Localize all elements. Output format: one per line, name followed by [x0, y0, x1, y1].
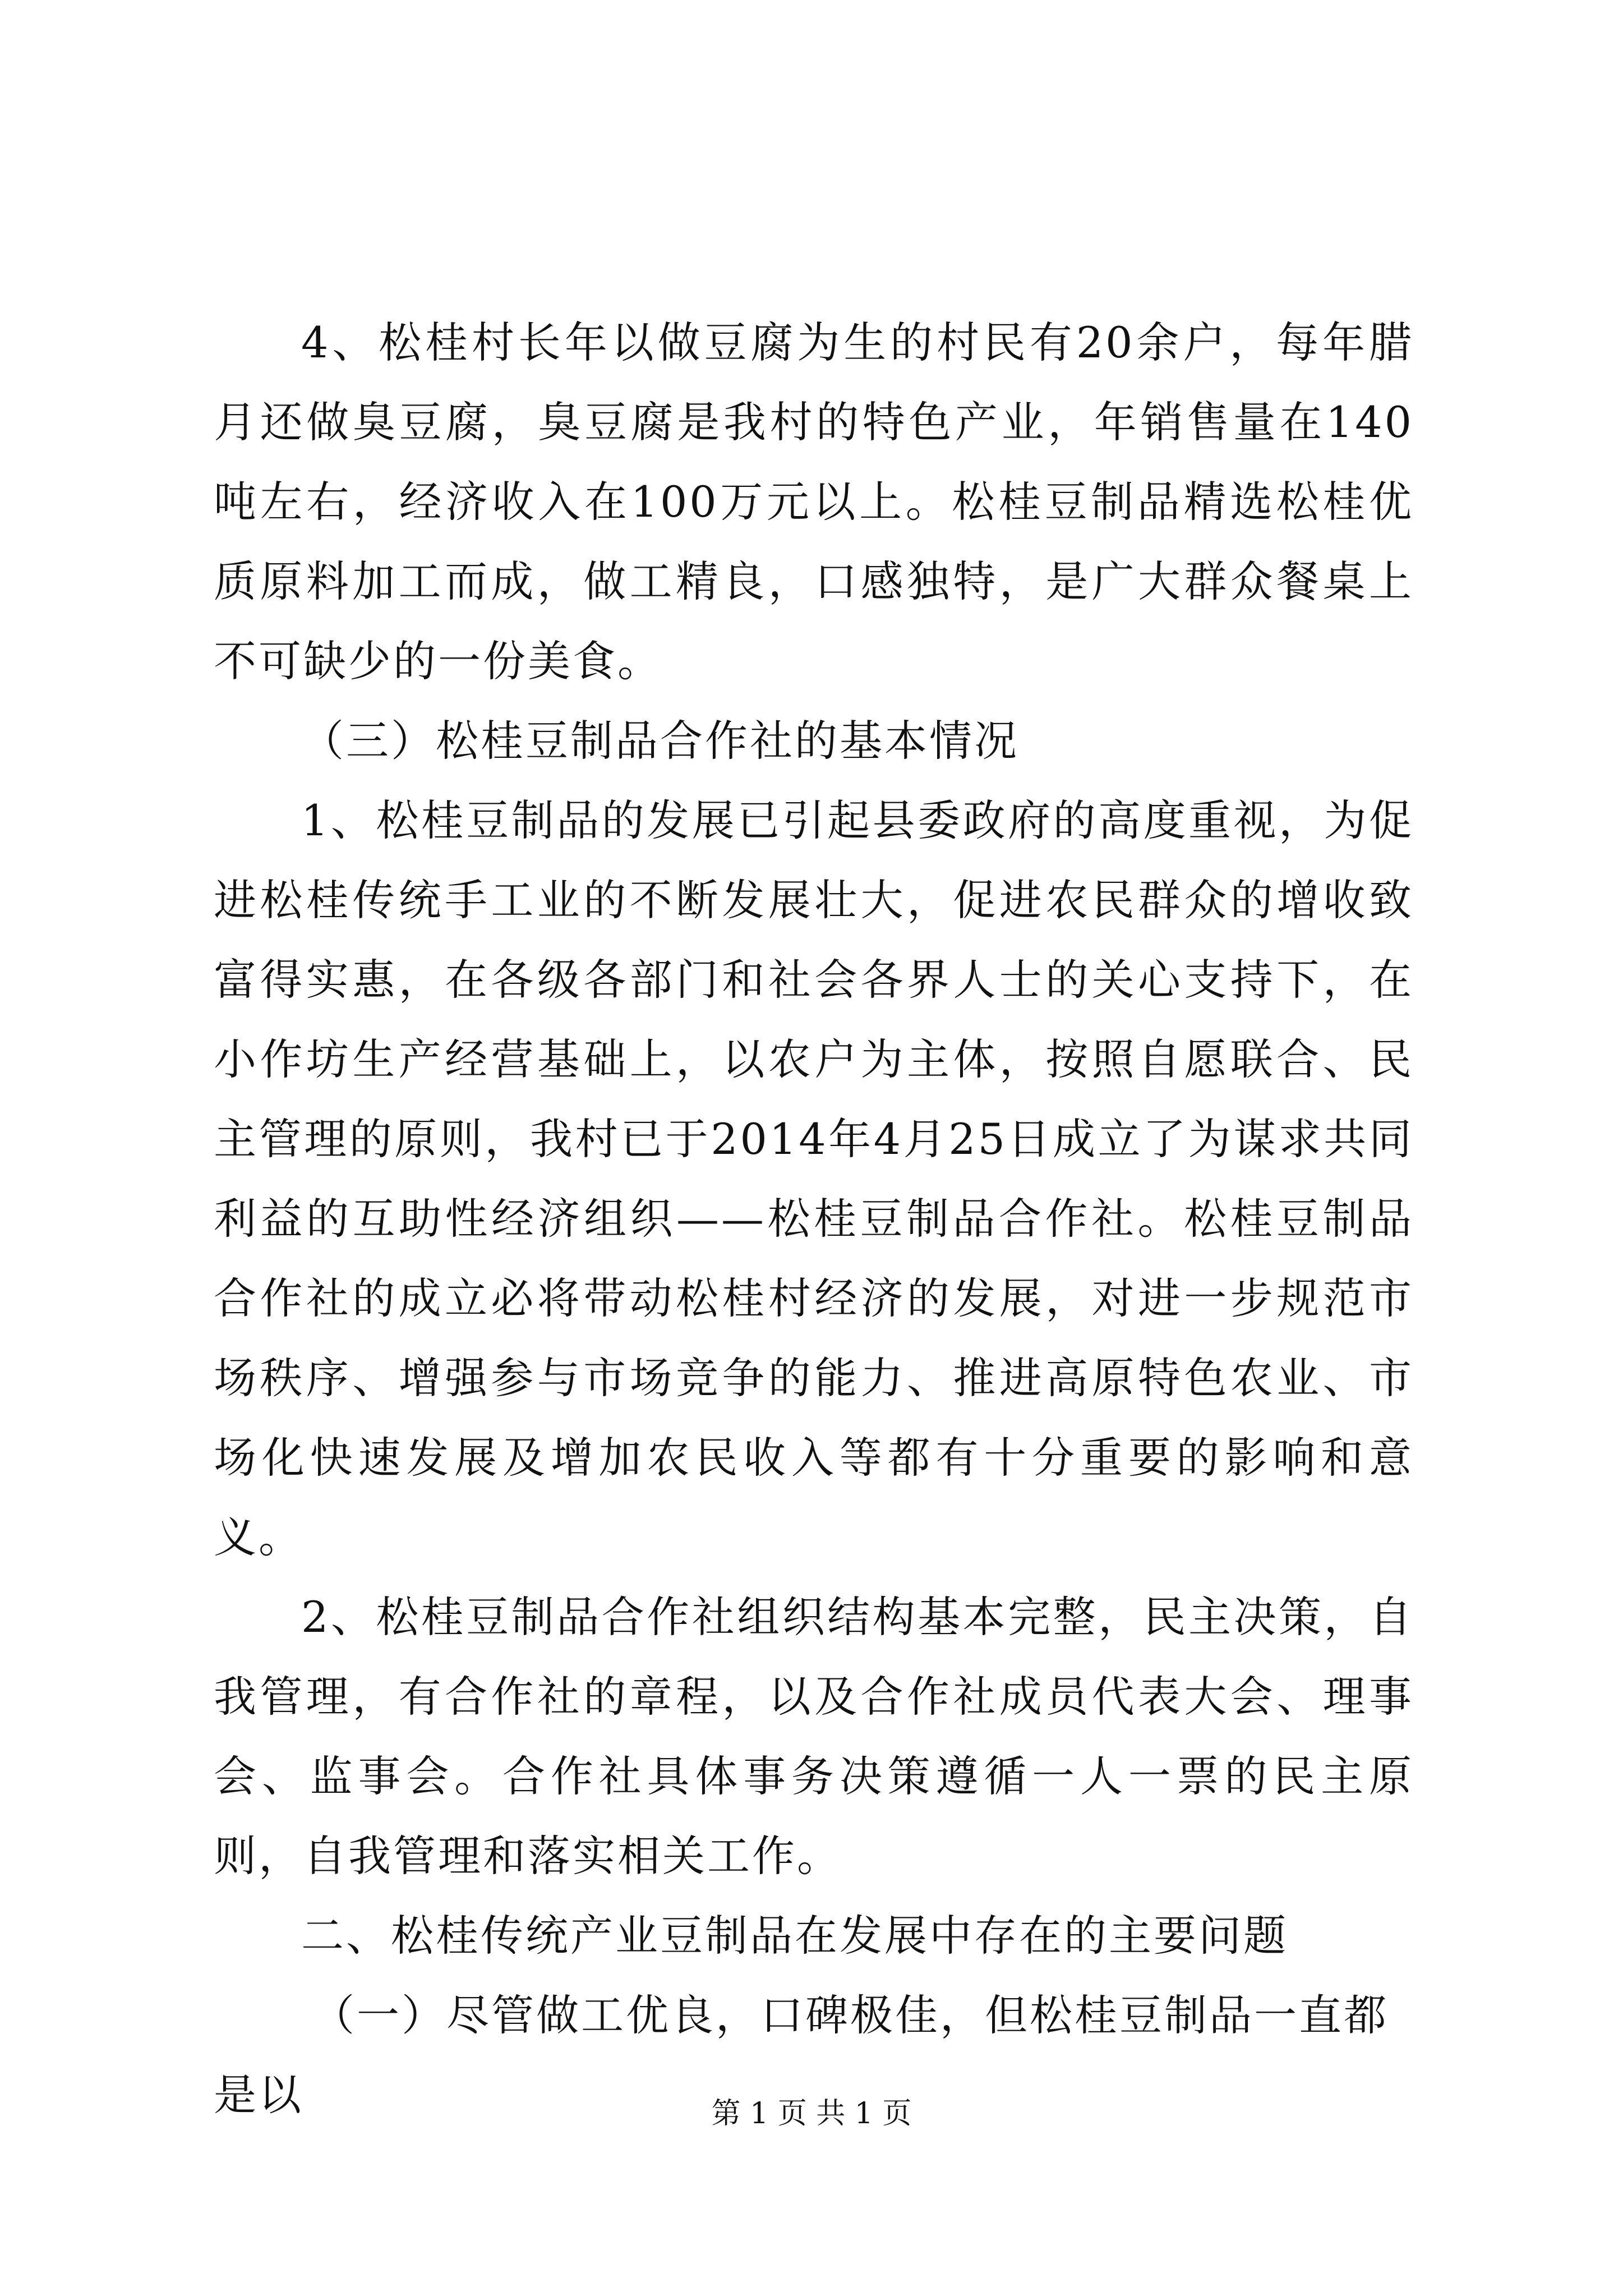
paragraph-item-2: 2、松桂豆制品合作社组织结构基本完整，民主决策，自我管理，有合作社的章程，以及合作社成员代表大会、理事会、监事会。合作社具体事务决策遵循一人一票的民主原则，自我管理和落实相关工作。 [214, 1592, 1414, 1881]
chapter-heading-2: 二、松桂传统产业豆制品在发展中存在的主要问题 [301, 1911, 1288, 1961]
page-footer [0, 2091, 1623, 2136]
document-body [214, 303, 1414, 2135]
paragraph-item-4: 4、松桂村长年以做豆腐为生的村民有20余户，每年腊月还做臭豆腐，臭豆腐是我村的特色产业，年销售量在140吨左右，经济收入在100万元以上。松桂豆制品精选松桂优质原料加工而成，做工精良，口感独特，是广大群众餐桌上不可缺少的一份美食。 [214, 318, 1414, 686]
section-heading-3: （三）松桂豆制品合作社的基本情况 [301, 716, 1019, 766]
paragraph-item-1: 1、松桂豆制品的发展已引起县委政府的高度重视，为促进松桂传统手工业的不断发展壮大，促进农民群众的增收致富得实惠，在各级各部门和社会各界人士的关心支持下，在小作坊生产经营基础上，以农户为主体，按照自愿联合、民主管理的原则，我村已于2014年4月25日成立了为谋求共同利益的互助性经济组织——松桂豆制品合作社。松桂豆制品合作社的成立必将带动松桂村经济的发展，对进一步规范市场秩序、增强参与市场竞争的能力、推进高原特色农业、市场化快速发展及增加农民收入等都有十分重要的影响和意义。 [214, 795, 1414, 1562]
page-number-label: 第 1 页 共 1 页 [711, 2097, 912, 2131]
subsection-paragraph-1: （一）尽管做工优良，口碑极佳，但松桂豆制品一直都是以 [214, 1990, 1389, 2120]
